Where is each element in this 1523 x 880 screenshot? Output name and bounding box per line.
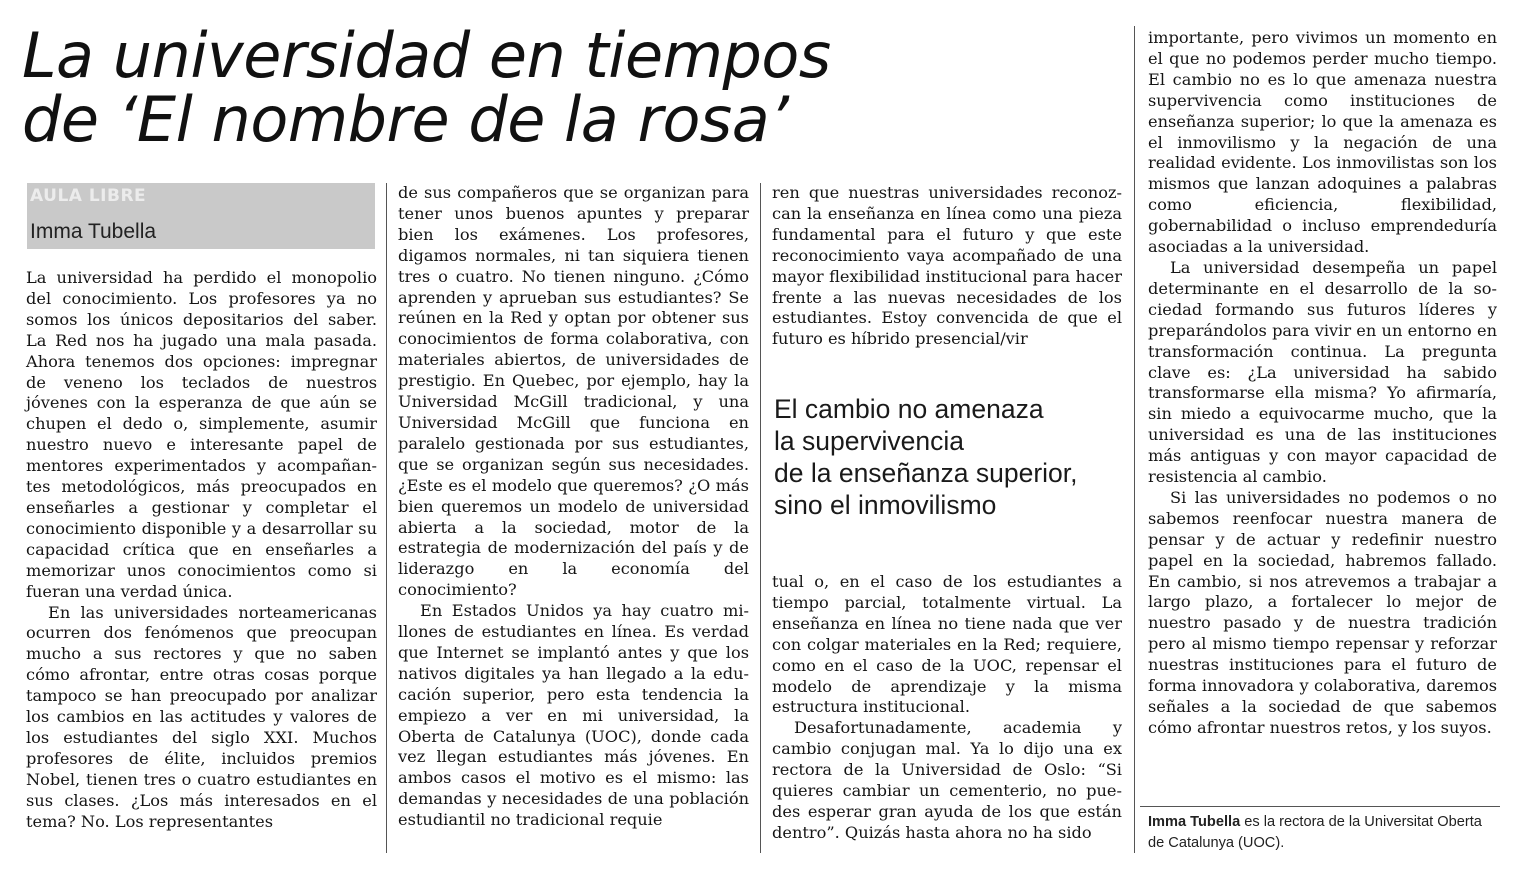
paragraph: Desafortunadamente, academia y cambio conjugan mal. Ya lo dijo una ex rectora de la Universidad de Oslo: “Si quieres cambiar un cementerio, no puedes esperar gran ayuda de los que están dentro”. Quizás hasta ahora no ha sido: [772, 718, 1122, 842]
footnote-rule: [1140, 806, 1500, 807]
column-3-top: [772, 183, 1122, 350]
section-label: AULA LIBRE: [30, 186, 147, 206]
pull-quote: [774, 393, 1124, 521]
author-note-text: es la rectora de la Universitat Oberta de Catalunya (UOC).: [1148, 814, 1482, 851]
paragraph: de sus compañeros que se organizan para tener unos buenos apuntes y preparar bien los exámenes. Los profesores, digamos normales, ni tan siquiera tienen tres o cuatro. No tienen ninguno. ¿Cómo aprenden y aprueban sus estudiantes? Se reúnen en la Red y optan por obtener sus conocimientos de forma colaborativa, con materiales abiertos, de universidades de prestigio. En Quebec, por ejemplo, hay la Universidad McGill tradicional, y una Universidad McGill que funciona en paralelo gestionada por sus estudiantes, que se organizan según sus necesidades. ¿Este es el modelo que queremos? ¿O más bien queremos un modelo de universidad abierta a la sociedad, motor de la estrategia de modernización del país y de liderazgo en la economía del conocimiento?: [398, 183, 749, 600]
paragraph: En Estados Unidos ya hay cuatro millones de estudiantes en línea. Es verdad que Internet se implantó antes y que los nativos digitales ya han llegado a la educación superior, pero esta tendencia la empiezo a ver en mi universidad, la Oberta de Catalunya (UOC), donde cada vez llegan estudiantes más jóvenes. En ambos casos el motivo es el mismo: las demandas y necesidades de una población estudiantil no tradicional requie: [398, 601, 749, 830]
column-4: [1148, 28, 1497, 739]
pull-quote-line-1: El cambio no amenaza: [774, 394, 1044, 424]
author-note-name: Imma Tubella: [1148, 814, 1241, 830]
paragraph: La universidad ha perdido el monopolio del conocimiento. Los profesores ya no somos los únicos depositarios del saber. La Red nos ha jugado una mala pasada. Ahora tenemos dos opciones: impregnar de veneno los teclados de nuestros jóvenes con la esperanza de que aún se chupen el dedo o, simplemente, asumir nuestro nuevo e interesante papel de mentores experimentados y acompañantes metodológicos, más preocupados en enseñarles a gestionar y completar el conocimiento disponible y a desarrollar su capacidad crítica que en enseñarles a memorizar unos conocimientos como si fueran una verdad única.: [26, 268, 377, 601]
column-rule-1: [386, 183, 387, 853]
column-2: [398, 183, 749, 831]
headline-line-2: de ‘El nombre de la rosa’: [22, 83, 789, 156]
headline: [22, 19, 1102, 156]
paragraph: ren que nuestras universidades reconozcan la enseñanza en línea como una pieza fundamental para el futuro y que este reconocimiento vaya acompañado de una mayor flexibilidad institucional para hacer frente a las nuevas necesidades de los estudiantes. Estoy convencida de que el futuro es híbrido presencial/vir: [772, 183, 1122, 349]
column-1: [26, 268, 377, 832]
column-rule-3: [1134, 26, 1135, 853]
paragraph: Si las universidades no podemos o no sabemos reenfocar nuestra manera de pensar y de actuar y redefinir nuestro papel en la sociedad, habremos fallado. En cambio, si nos atrevemos a trabajar a largo plazo, a fortalecer lo mejor de nuestro pasado y de nuestra tradición pero al mismo tiempo repensar y reforzar nuestras instituciones para el futuro de forma innovadora y colaborativa, daremos señales a la sociedad de que sabemos cómo afrontar nuestros retos, y los suyos.: [1148, 487, 1497, 737]
paragraph: tual o, en el caso de los estudiantes a tiempo parcial, totalmente virtual. La enseñanza en línea no tiene nada que ver con colgar materiales en la Red; requiere, como en el caso de la UOC, repensar el modelo de aprendizaje y la misma estructura institucional.: [772, 572, 1122, 717]
pull-quote-line-3: de la enseñanza superior,: [774, 458, 1078, 488]
headline-line-1: La universidad en tiempos: [22, 19, 831, 92]
pull-quote-line-4: sino el inmovilismo: [774, 490, 997, 520]
pull-quote-line-2: la supervivencia: [774, 426, 965, 456]
byline: Imma Tubella: [30, 220, 157, 243]
paragraph: En las universidades norteamericanas ocurren dos fenómenos que preocupan mucho a sus rectores y que no saben cómo afrontar, entre otras cosas porque tampoco se han preocupado por analizar los cambios en las actitudes y valores de los estudiantes del siglo XXI. Muchos profesores de élite, incluidos premios Nobel, tienen tres o cuatro estudiantes en sus clases. ¿Los más interesados en el tema? No. Los representantes: [26, 602, 377, 831]
paragraph: importante, pero vivimos un momento en el que no podemos perder mucho tiempo. El cambio no es lo que amenaza nuestra supervivencia como instituciones de enseñanza superior; lo que la amenaza es el inmovilismo y la negación de una realidad evidente. Los inmovilistas son los mismos que lanzan adoquines a palabras como eficiencia, flexibilidad, gobernabilidad o incluso emprendeduría asociadas a la universidad.: [1148, 28, 1497, 257]
author-note: [1148, 812, 1498, 854]
paragraph: La universidad desempeña un papel determinante en el desarrollo de la sociedad formando sus futuros líderes y preparándolos para vivir en un entorno en transformación continua. La pregunta clave es: ¿La universidad ha sabido transformarse ella misma? Yo afirmaría, sin miedo a equivocarme mucho, que la universidad es una de las instituciones más antiguas y con mayor capacidad de resistencia al cambio.: [1148, 257, 1497, 487]
column-rule-2: [760, 183, 761, 853]
column-3-bottom: [772, 572, 1122, 844]
